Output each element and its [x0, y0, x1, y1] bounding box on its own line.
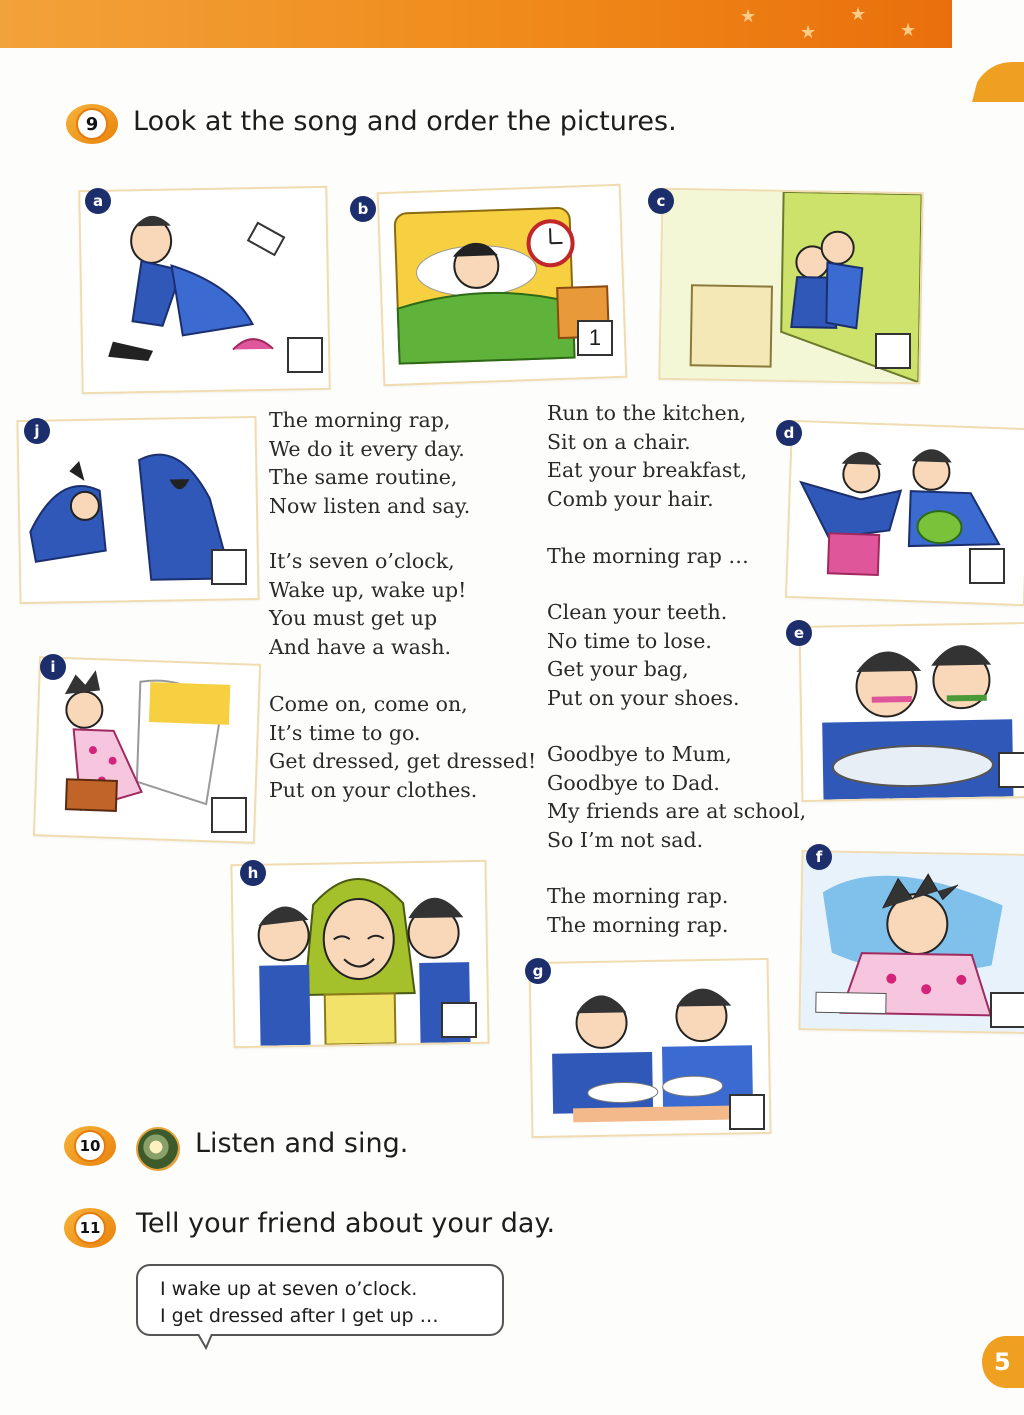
answer-box-b[interactable]: 1	[577, 320, 613, 356]
speech-line: I wake up at seven o’clock.	[160, 1278, 418, 1300]
picture-letter-i: i	[40, 654, 66, 680]
answer-box-d[interactable]	[969, 548, 1005, 584]
audio-cd-icon[interactable]	[136, 1127, 180, 1171]
picture-letter-j: j	[24, 418, 50, 444]
song-verse: The morning rap, We do it every day. The same routine, Now listen and say.	[269, 408, 471, 518]
star-icon: ★	[740, 6, 757, 27]
exercise-instruction: Tell your friend about your day.	[136, 1208, 556, 1239]
star-icon: ★	[850, 4, 867, 25]
speech-line: I get dressed after I get up …	[160, 1305, 439, 1327]
header-banner	[0, 0, 952, 48]
song-verse: It’s seven o’clock, Wake up, wake up! You must get up And have a wash.	[269, 549, 467, 659]
exercise-number: 9	[76, 108, 108, 140]
picture-letter-a: a	[85, 188, 111, 214]
picture-letter-b: b	[350, 196, 376, 222]
picture-letter-h: h	[240, 860, 266, 886]
exercise-number-badge	[64, 1208, 116, 1248]
song-verse: The morning rap. The morning rap.	[547, 884, 729, 937]
answer-box-h[interactable]	[441, 1002, 477, 1038]
answer-box-a[interactable]	[287, 337, 323, 373]
picture-e	[798, 622, 1024, 802]
picture-letter-d: d	[776, 420, 802, 446]
exercise-number-badge	[66, 104, 118, 144]
song-verse: Clean your teeth. No time to lose. Get your bag, Put on your shoes.	[547, 600, 740, 710]
answer-box-f[interactable]	[990, 992, 1024, 1028]
star-icon: ★	[800, 22, 817, 43]
picture-e-illustration	[801, 624, 1024, 800]
song-verse: Come on, come on, It’s time to go. Get dressed, get dressed! Put on your clothes.	[269, 692, 537, 802]
song-verse: Goodbye to Mum, Goodbye to Dad. My friends are at school, So I’m not sad.	[547, 742, 807, 852]
exercise-instruction: Look at the song and order the pictures.	[133, 106, 677, 137]
answer-box-c[interactable]	[875, 333, 911, 369]
song-verse: Run to the kitchen, Sit on a chair. Eat your breakfast, Comb your hair.	[547, 401, 748, 511]
speech-bubble-tail	[196, 1334, 216, 1350]
corner-tab	[972, 62, 1024, 102]
page-number: 5	[982, 1336, 1024, 1388]
exercise-number: 10	[74, 1130, 106, 1162]
picture-letter-g: g	[525, 958, 551, 984]
picture-letter-f: f	[806, 844, 832, 870]
picture-letter-e: e	[786, 620, 812, 646]
answer-box-g[interactable]	[729, 1094, 765, 1130]
song-verse: The morning rap …	[547, 544, 749, 568]
exercise-instruction: Listen and sing.	[195, 1128, 409, 1159]
exercise-number-badge	[64, 1126, 116, 1166]
speech-bubble	[136, 1264, 504, 1336]
answer-box-e[interactable]	[998, 752, 1024, 788]
star-icon: ★	[900, 20, 917, 41]
answer-box-j[interactable]	[211, 549, 247, 585]
exercise-number: 11	[74, 1212, 106, 1244]
answer-box-i[interactable]	[211, 797, 247, 833]
picture-letter-c: c	[648, 188, 674, 214]
